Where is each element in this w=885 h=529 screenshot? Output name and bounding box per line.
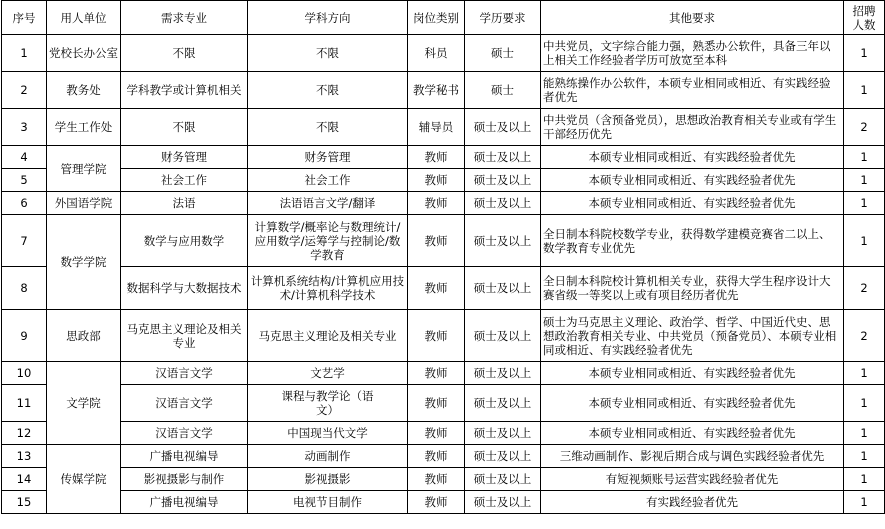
cell-count: 1 bbox=[844, 468, 885, 491]
cell-major: 汉语言文学 bbox=[121, 385, 248, 422]
table-row bbox=[2, 192, 885, 215]
cell-count: 2 bbox=[844, 267, 885, 310]
cell-category: 教师 bbox=[408, 215, 465, 267]
cell-no: 11 bbox=[2, 385, 47, 422]
table-row bbox=[2, 267, 885, 310]
cell-direction: 不限 bbox=[248, 109, 408, 146]
cell-unit: 管理学院 bbox=[47, 146, 121, 192]
cell-other: 本硕专业相同或相近、有实践经验者优先 bbox=[541, 169, 844, 192]
cell-degree: 硕士及以上 bbox=[465, 215, 541, 267]
cell-no: 9 bbox=[2, 310, 47, 362]
cell-count: 1 bbox=[844, 491, 885, 514]
cell-no: 1 bbox=[2, 35, 47, 72]
cell-no: 4 bbox=[2, 146, 47, 169]
cell-other: 本硕专业相同或相近、有实践经验者优先 bbox=[541, 192, 844, 215]
cell-category: 教师 bbox=[408, 267, 465, 310]
table-row bbox=[2, 310, 885, 362]
cell-category: 教师 bbox=[408, 491, 465, 514]
cell-unit: 数学学院 bbox=[47, 215, 121, 310]
cell-degree: 硕士及以上 bbox=[465, 146, 541, 169]
cell-no: 8 bbox=[2, 267, 47, 310]
cell-major: 数学与应用数学 bbox=[121, 215, 248, 267]
cell-major: 影视摄影与制作 bbox=[121, 468, 248, 491]
table-row bbox=[2, 468, 885, 491]
cell-other: 本硕专业相同或相近、有实践经验者优先 bbox=[541, 146, 844, 169]
cell-degree: 硕士及以上 bbox=[465, 109, 541, 146]
cell-major: 数据科学与大数据技术 bbox=[121, 267, 248, 310]
cell-direction: 财务管理 bbox=[248, 146, 408, 169]
cell-degree: 硕士 bbox=[465, 35, 541, 72]
table-row bbox=[2, 109, 885, 146]
cell-other: 本硕专业相同或相近、有实践经验者优先 bbox=[541, 422, 844, 445]
cell-category: 教师 bbox=[408, 192, 465, 215]
cell-category: 教学秘书 bbox=[408, 72, 465, 109]
cell-degree: 硕士及以上 bbox=[465, 169, 541, 192]
header-no: 序号 bbox=[2, 1, 47, 35]
cell-major: 社会工作 bbox=[121, 169, 248, 192]
cell-other: 三维动画制作、影视后期合成与调色实践经验者优先 bbox=[541, 445, 844, 468]
cell-other: 中共党员，文字综合能力强，熟悉办公软件，具备三年以上相关工作经验者学历可放宽至本科 bbox=[541, 35, 844, 72]
cell-other: 全日制本科院校计算机相关专业，获得大学生程序设计大赛省级一等奖以上或有项目经历者优先 bbox=[541, 267, 844, 310]
header-other: 其他要求 bbox=[541, 1, 844, 35]
cell-major: 法语 bbox=[121, 192, 248, 215]
table-row bbox=[2, 215, 885, 267]
cell-other: 能熟练操作办公软件，本硕专业相同或相近、有实践经验者优先 bbox=[541, 72, 844, 109]
cell-major: 马克思主义理论及相关专业 bbox=[121, 310, 248, 362]
cell-no: 7 bbox=[2, 215, 47, 267]
cell-direction: 中国现当代文学 bbox=[248, 422, 408, 445]
cell-no: 10 bbox=[2, 362, 47, 385]
cell-other: 本硕专业相同或相近、有实践经验者优先 bbox=[541, 385, 844, 422]
cell-count: 1 bbox=[844, 385, 885, 422]
cell-category: 教师 bbox=[408, 362, 465, 385]
cell-unit: 外国语学院 bbox=[47, 192, 121, 215]
cell-category: 科员 bbox=[408, 35, 465, 72]
table-row bbox=[2, 35, 885, 72]
cell-category: 教师 bbox=[408, 146, 465, 169]
cell-major: 不限 bbox=[121, 109, 248, 146]
table-row bbox=[2, 146, 885, 169]
cell-count: 1 bbox=[844, 215, 885, 267]
table-row bbox=[2, 385, 885, 422]
cell-unit: 学生工作处 bbox=[47, 109, 121, 146]
header-unit: 用人单位 bbox=[47, 1, 121, 35]
cell-count: 1 bbox=[844, 169, 885, 192]
header-row bbox=[2, 1, 885, 35]
cell-direction: 电视节目制作 bbox=[248, 491, 408, 514]
cell-category: 教师 bbox=[408, 169, 465, 192]
cell-major: 财务管理 bbox=[121, 146, 248, 169]
cell-count: 1 bbox=[844, 146, 885, 169]
cell-degree: 硕士及以上 bbox=[465, 385, 541, 422]
cell-other: 硕士为马克思主义理论、政治学、哲学、中国近代史、思想政治教育相关专业、中共党员（预备党员）、本硕专业相同或相近、有实践经验者优先 bbox=[541, 310, 844, 362]
cell-major: 汉语言文学 bbox=[121, 362, 248, 385]
cell-other: 有实践经验者优先 bbox=[541, 491, 844, 514]
cell-count: 2 bbox=[844, 310, 885, 362]
cell-major: 广播电视编导 bbox=[121, 445, 248, 468]
cell-degree: 硕士及以上 bbox=[465, 445, 541, 468]
cell-category: 教师 bbox=[408, 445, 465, 468]
table-row bbox=[2, 72, 885, 109]
cell-category: 辅导员 bbox=[408, 109, 465, 146]
table-row bbox=[2, 422, 885, 445]
cell-degree: 硕士及以上 bbox=[465, 362, 541, 385]
cell-category: 教师 bbox=[408, 422, 465, 445]
cell-major: 不限 bbox=[121, 35, 248, 72]
cell-major: 学科教学或计算机相关 bbox=[121, 72, 248, 109]
cell-degree: 硕士及以上 bbox=[465, 422, 541, 445]
cell-unit: 思政部 bbox=[47, 310, 121, 362]
cell-count: 1 bbox=[844, 192, 885, 215]
cell-count: 1 bbox=[844, 72, 885, 109]
cell-no: 13 bbox=[2, 445, 47, 468]
header-degree: 学历要求 bbox=[465, 1, 541, 35]
cell-direction: 社会工作 bbox=[248, 169, 408, 192]
cell-direction: 法语语言文学/翻译 bbox=[248, 192, 408, 215]
cell-direction: 文艺学 bbox=[248, 362, 408, 385]
cell-unit: 传媒学院 bbox=[47, 445, 121, 514]
cell-unit: 党校长办公室 bbox=[47, 35, 121, 72]
cell-degree: 硕士及以上 bbox=[465, 192, 541, 215]
cell-unit: 文学院 bbox=[47, 362, 121, 445]
table-row bbox=[2, 445, 885, 468]
cell-direction: 计算机系统结构/计算机应用技术/计算机科学技术 bbox=[248, 267, 408, 310]
cell-direction: 马克思主义理论及相关专业 bbox=[248, 310, 408, 362]
cell-category: 教师 bbox=[408, 310, 465, 362]
table-row bbox=[2, 362, 885, 385]
cell-major: 广播电视编导 bbox=[121, 491, 248, 514]
cell-count: 1 bbox=[844, 35, 885, 72]
cell-category: 教师 bbox=[408, 385, 465, 422]
cell-direction: 计算数学/概率论与数理统计/应用数学/运筹学与控制论/数学教育 bbox=[248, 215, 408, 267]
cell-direction: 影视摄影 bbox=[248, 468, 408, 491]
cell-other: 全日制本科院校数学专业，获得数学建模竞赛省二以上、数学教育专业优先 bbox=[541, 215, 844, 267]
cell-category: 教师 bbox=[408, 468, 465, 491]
cell-count: 1 bbox=[844, 362, 885, 385]
cell-degree: 硕士及以上 bbox=[465, 468, 541, 491]
cell-degree: 硕士及以上 bbox=[465, 491, 541, 514]
cell-degree: 硕士及以上 bbox=[465, 267, 541, 310]
cell-no: 6 bbox=[2, 192, 47, 215]
cell-no: 3 bbox=[2, 109, 47, 146]
cell-direction: 不限 bbox=[248, 72, 408, 109]
cell-count: 1 bbox=[844, 445, 885, 468]
table-row bbox=[2, 169, 885, 192]
cell-degree: 硕士及以上 bbox=[465, 310, 541, 362]
header-count: 招聘 人数 bbox=[844, 1, 885, 35]
cell-no: 15 bbox=[2, 491, 47, 514]
recruitment-table bbox=[1, 0, 885, 514]
cell-count: 2 bbox=[844, 109, 885, 146]
cell-major: 汉语言文学 bbox=[121, 422, 248, 445]
cell-other: 有短视频账号运营实践经验者优先 bbox=[541, 468, 844, 491]
cell-no: 2 bbox=[2, 72, 47, 109]
header-direction: 学科方向 bbox=[248, 1, 408, 35]
cell-count: 1 bbox=[844, 422, 885, 445]
cell-other: 中共党员（含预备党员），思想政治教育相关专业或有学生干部经历优先 bbox=[541, 109, 844, 146]
header-major: 需求专业 bbox=[121, 1, 248, 35]
cell-unit: 教务处 bbox=[47, 72, 121, 109]
cell-no: 5 bbox=[2, 169, 47, 192]
cell-direction: 动画制作 bbox=[248, 445, 408, 468]
cell-no: 12 bbox=[2, 422, 47, 445]
cell-degree: 硕士 bbox=[465, 72, 541, 109]
cell-no: 14 bbox=[2, 468, 47, 491]
table-row bbox=[2, 491, 885, 514]
header-category: 岗位类别 bbox=[408, 1, 465, 35]
cell-direction: 课程与教学论（语文） bbox=[248, 385, 408, 422]
cell-other: 本硕专业相同或相近、有实践经验者优先 bbox=[541, 362, 844, 385]
cell-direction: 不限 bbox=[248, 35, 408, 72]
